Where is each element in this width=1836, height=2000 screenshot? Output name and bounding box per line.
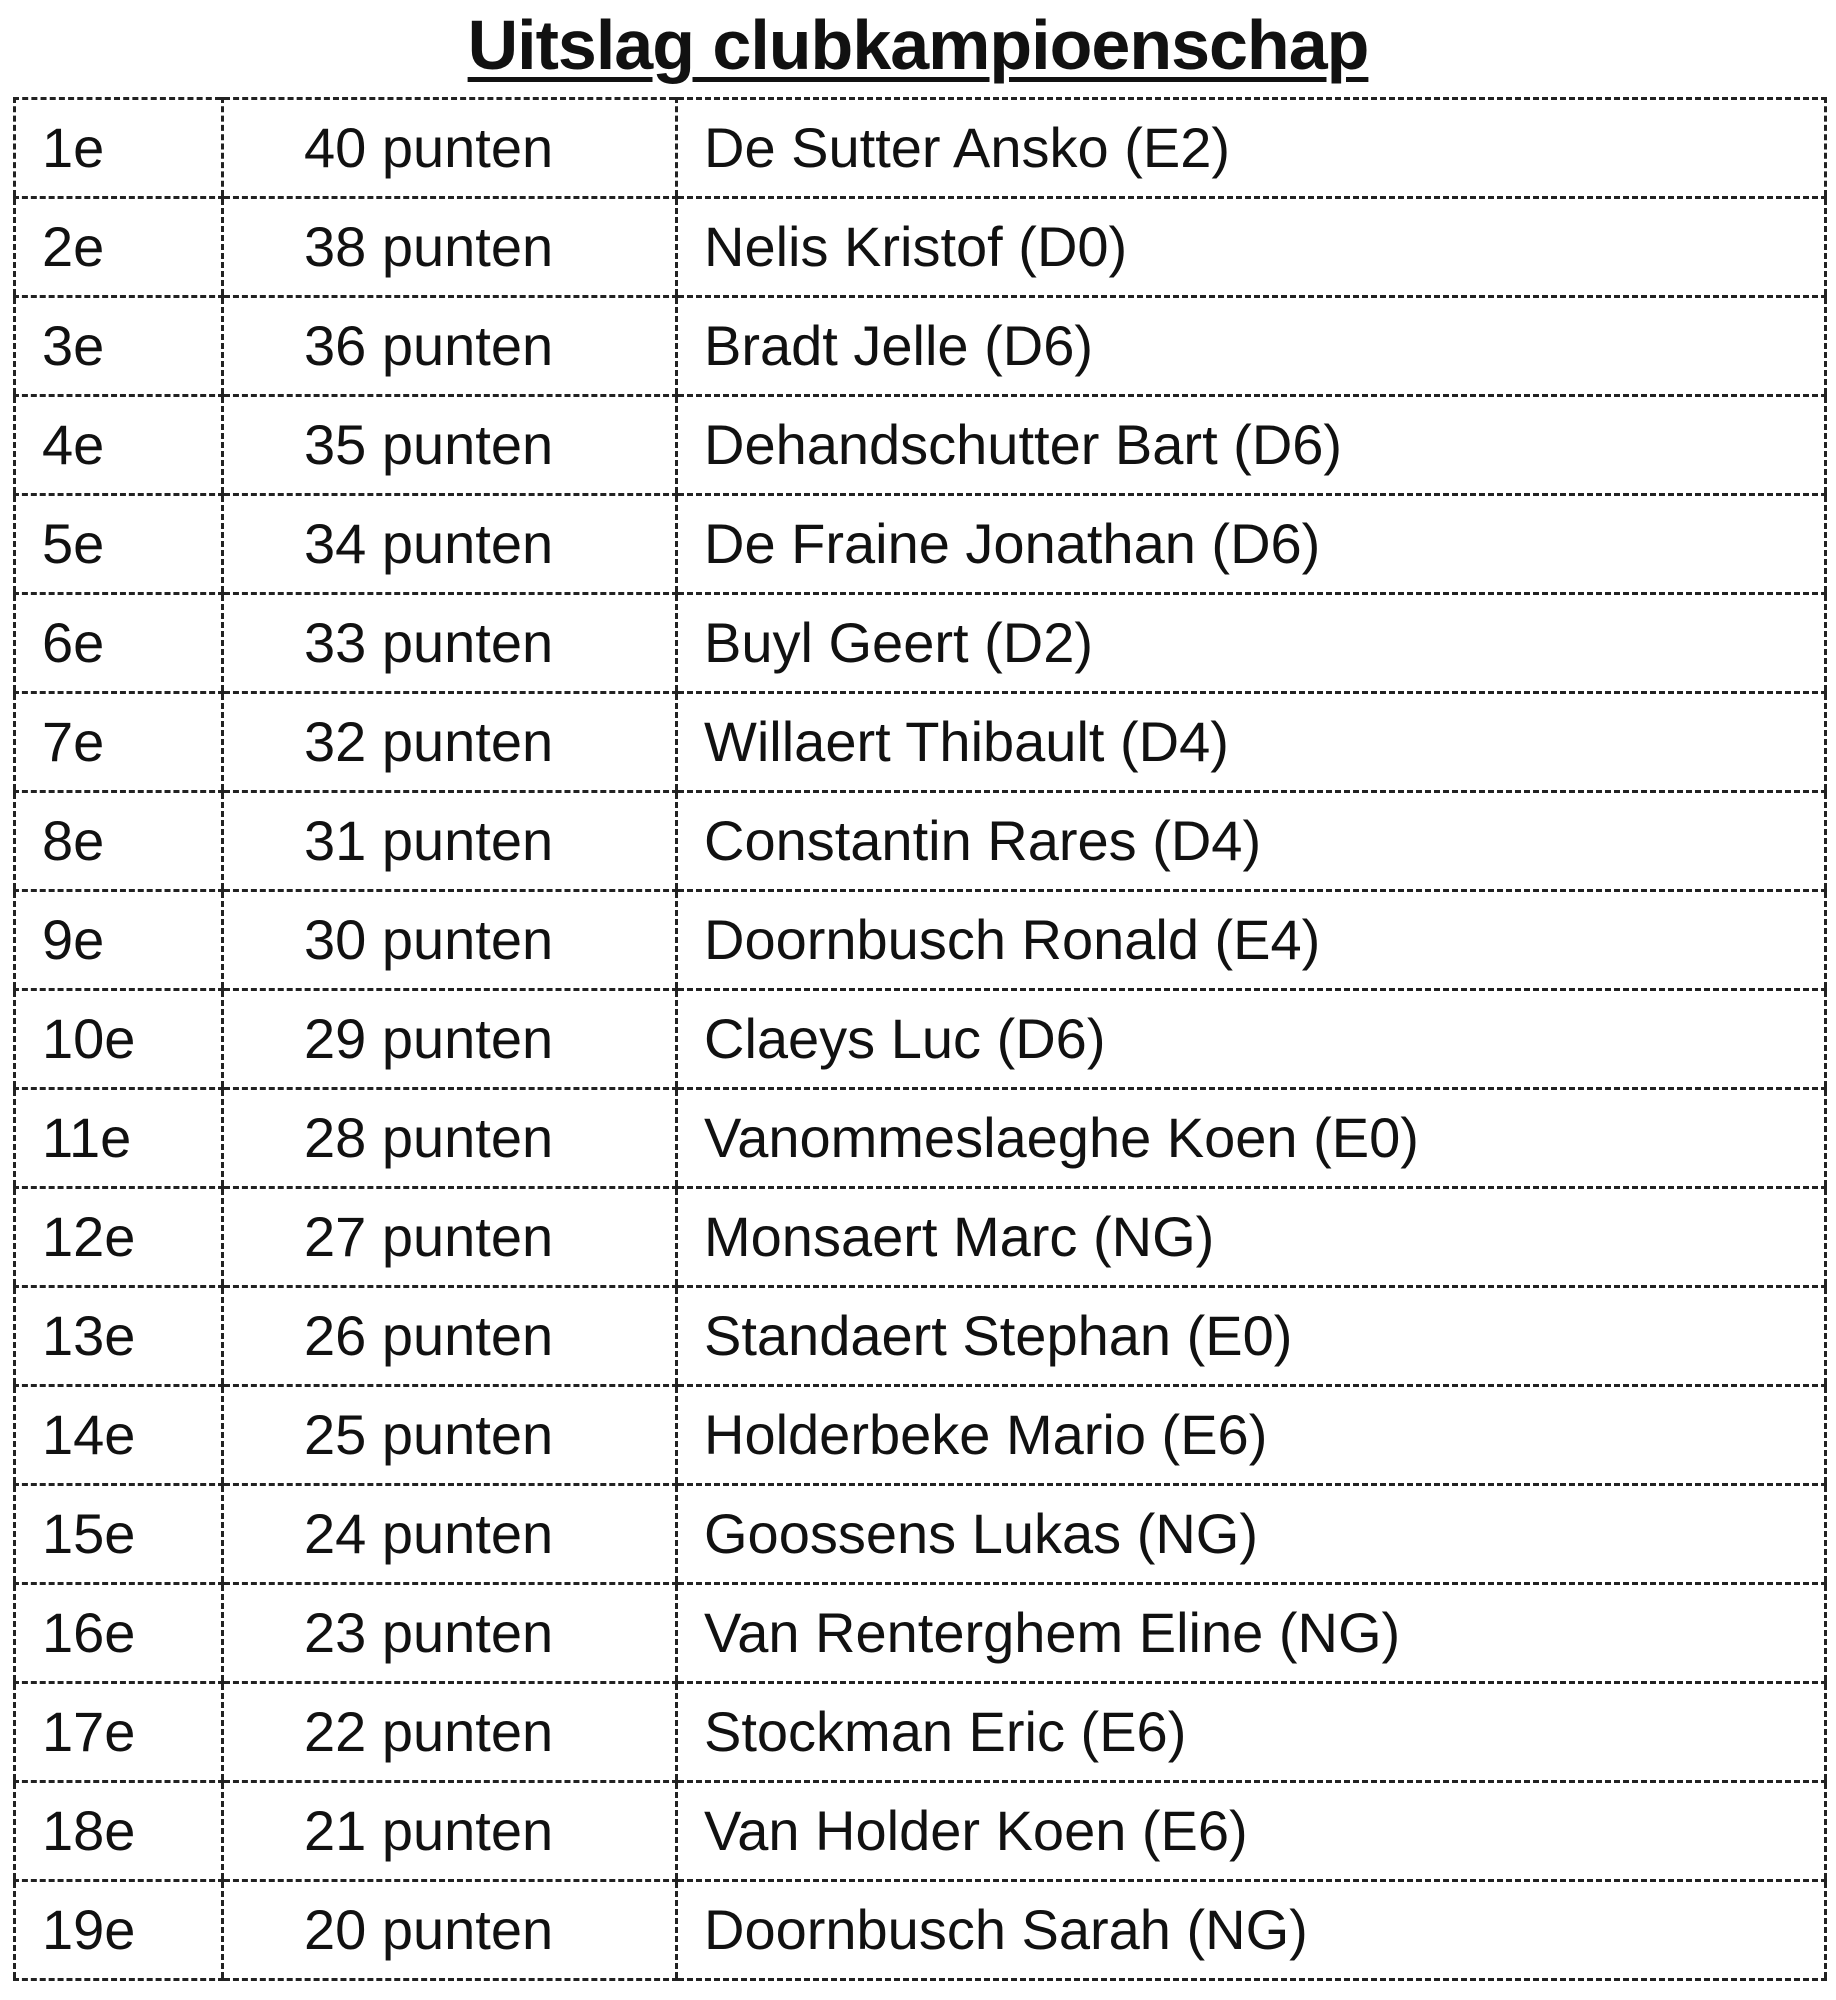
points-cell: 32 punten <box>223 693 677 792</box>
player-name-cell: Holderbeke Mario (E6) <box>677 1386 1826 1485</box>
points-cell: 24 punten <box>223 1485 677 1584</box>
points-cell: 25 punten <box>223 1386 677 1485</box>
points-cell: 34 punten <box>223 495 677 594</box>
rank-cell: 11e <box>15 1089 223 1188</box>
rank-cell: 15e <box>15 1485 223 1584</box>
points-cell: 29 punten <box>223 990 677 1089</box>
points-cell: 31 punten <box>223 792 677 891</box>
player-name-cell: Willaert Thibault (D4) <box>677 693 1826 792</box>
points-cell: 30 punten <box>223 891 677 990</box>
rank-cell: 17e <box>15 1683 223 1782</box>
rank-cell: 19e <box>15 1881 223 1980</box>
rank-cell: 5e <box>15 495 223 594</box>
player-name-cell: De Fraine Jonathan (D6) <box>677 495 1826 594</box>
player-name-cell: Standaert Stephan (E0) <box>677 1287 1826 1386</box>
table-row <box>15 792 1826 891</box>
table-row <box>15 297 1826 396</box>
rank-cell: 4e <box>15 396 223 495</box>
table-row <box>15 990 1826 1089</box>
rank-cell: 10e <box>15 990 223 1089</box>
player-name-cell: Dehandschutter Bart (D6) <box>677 396 1826 495</box>
table-row <box>15 891 1826 990</box>
points-cell: 26 punten <box>223 1287 677 1386</box>
points-cell: 40 punten <box>223 99 677 198</box>
table-row <box>15 1485 1826 1584</box>
points-cell: 22 punten <box>223 1683 677 1782</box>
player-name-cell: Bradt Jelle (D6) <box>677 297 1826 396</box>
results-table-body <box>15 99 1826 1980</box>
rank-cell: 18e <box>15 1782 223 1881</box>
points-cell: 33 punten <box>223 594 677 693</box>
points-cell: 21 punten <box>223 1782 677 1881</box>
page-title: Uitslag clubkampioenschap <box>467 6 1369 84</box>
player-name-cell: Stockman Eric (E6) <box>677 1683 1826 1782</box>
rank-cell: 1e <box>15 99 223 198</box>
rank-cell: 6e <box>15 594 223 693</box>
points-cell: 23 punten <box>223 1584 677 1683</box>
table-row <box>15 1188 1826 1287</box>
rank-cell: 3e <box>15 297 223 396</box>
player-name-cell: Goossens Lukas (NG) <box>677 1485 1826 1584</box>
points-cell: 36 punten <box>223 297 677 396</box>
table-row <box>15 693 1826 792</box>
points-cell: 35 punten <box>223 396 677 495</box>
table-row <box>15 1584 1826 1683</box>
player-name-cell: Claeys Luc (D6) <box>677 990 1826 1089</box>
player-name-cell: Vanommeslaeghe Koen (E0) <box>677 1089 1826 1188</box>
player-name-cell: Nelis Kristof (D0) <box>677 198 1826 297</box>
rank-cell: 13e <box>15 1287 223 1386</box>
player-name-cell: Van Holder Koen (E6) <box>677 1782 1826 1881</box>
rank-cell: 2e <box>15 198 223 297</box>
rank-cell: 14e <box>15 1386 223 1485</box>
table-row <box>15 198 1826 297</box>
player-name-cell: Van Renterghem Eline (NG) <box>677 1584 1826 1683</box>
rank-cell: 9e <box>15 891 223 990</box>
player-name-cell: Constantin Rares (D4) <box>677 792 1826 891</box>
player-name-cell: Doornbusch Sarah (NG) <box>677 1881 1826 1980</box>
rank-cell: 12e <box>15 1188 223 1287</box>
table-row <box>15 1287 1826 1386</box>
table-row <box>15 1782 1826 1881</box>
player-name-cell: De Sutter Ansko (E2) <box>677 99 1826 198</box>
player-name-cell: Monsaert Marc (NG) <box>677 1188 1826 1287</box>
table-row <box>15 1386 1826 1485</box>
rank-cell: 8e <box>15 792 223 891</box>
points-cell: 28 punten <box>223 1089 677 1188</box>
table-row <box>15 99 1826 198</box>
table-row <box>15 594 1826 693</box>
results-table <box>13 97 1827 1981</box>
rank-cell: 16e <box>15 1584 223 1683</box>
points-cell: 38 punten <box>223 198 677 297</box>
table-row <box>15 1881 1826 1980</box>
points-cell: 27 punten <box>223 1188 677 1287</box>
player-name-cell: Buyl Geert (D2) <box>677 594 1826 693</box>
table-row <box>15 1089 1826 1188</box>
table-row <box>15 495 1826 594</box>
player-name-cell: Doornbusch Ronald (E4) <box>677 891 1826 990</box>
table-row <box>15 396 1826 495</box>
table-row <box>15 1683 1826 1782</box>
rank-cell: 7e <box>15 693 223 792</box>
points-cell: 20 punten <box>223 1881 677 1980</box>
